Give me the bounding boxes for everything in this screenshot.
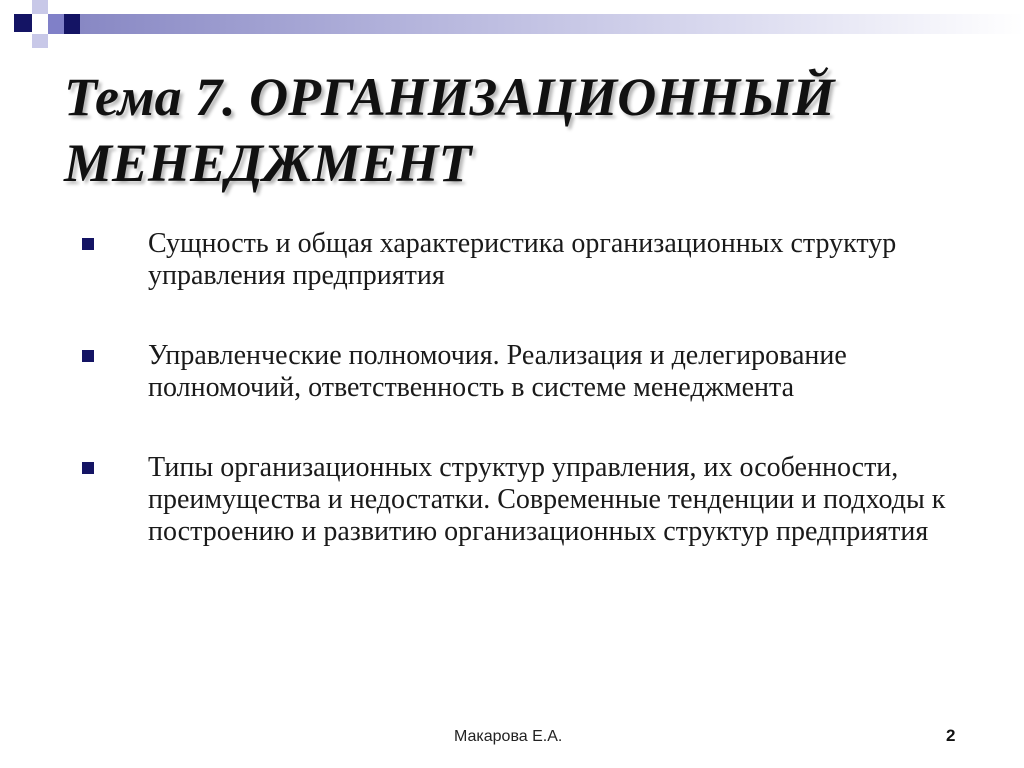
decorative-square <box>48 14 64 34</box>
bullet-list <box>82 228 982 548</box>
decorative-square <box>32 34 48 48</box>
bullet-item <box>82 340 982 404</box>
footer-author: Макарова Е.А. <box>454 728 563 745</box>
decorative-square <box>14 14 32 32</box>
decorative-square <box>64 14 80 34</box>
decorative-gradient-bar <box>80 14 1024 34</box>
slide-title: Тема 7. ОРГАНИЗАЦИОННЫЙ МЕНЕДЖМЕНТ <box>64 67 835 193</box>
decorative-square <box>32 0 48 14</box>
square-bullet-icon <box>82 350 94 362</box>
decorative-header-band <box>0 0 1024 48</box>
slide-page-number: 2 <box>946 726 956 745</box>
bullet-text: Типы организационных структур управления, их особенности, преимущества и недостатки. Современные тенденции и подходы к построению и развитию организационных структур предприятия <box>148 452 946 547</box>
square-bullet-icon <box>82 238 94 250</box>
bullet-text: Сущность и общая характеристика организационных структур управления предприятия <box>148 228 897 291</box>
bullet-item <box>82 228 982 292</box>
bullet-item <box>82 452 982 548</box>
square-bullet-icon <box>82 462 94 474</box>
bullet-text: Управленческие полномочия. Реализация и делегирование полномочий, ответственность в системе менеджмента <box>148 340 847 403</box>
